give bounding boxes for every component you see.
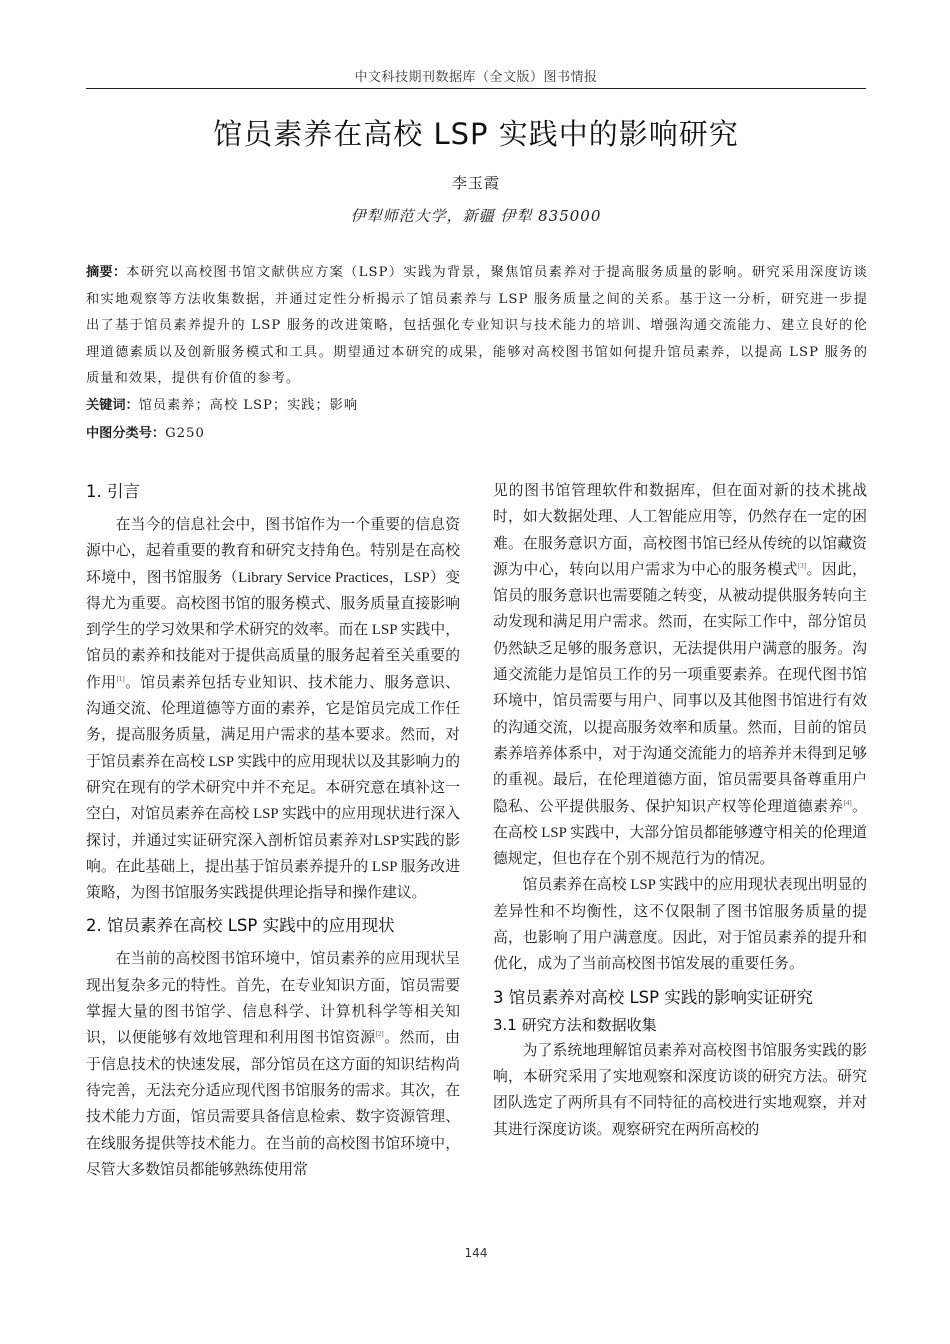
citation-4: [4] xyxy=(843,798,852,807)
section-3-heading: 3 馆员素养对高校 LSP 实践的影响实证研究 xyxy=(493,987,813,1007)
citation-1: [1] xyxy=(116,674,125,683)
section-3-1-heading: 3.1 研究方法和数据收集 xyxy=(493,1015,657,1034)
classification xyxy=(86,422,868,441)
s2-cont-text: 见的图书馆管理软件和数据库，但在面对新的技术挑战时，如大数据处理、人工智能应用等，仍然存在一定的困难。在服务意识方面，高校图书馆已经从传统的以馆藏资源为中心，转向以用户需求为中心的服务模式 xyxy=(493,483,867,578)
s1-p1-tail: 。馆员素养包括专业知识、技术能力、服务意识、沟通交流、伦理道德等方面的素养，它是馆员完成工作任务，提高服务质量，满足用户需求的基本要求。然而，对于馆员素养在高校 LSP 实践中的应用现状以及其影响力的研究在现有的学术研究中并不充足。本研究意在填补这一空白，对馆员素养在高校 LSP 实践中的应用现状进行深入探讨，并通过实证研究深入剖析馆员素养对LSP实践的影响。在此基础上，提出基于馆员素养提升的 LSP 服务改进策略，为图书馆服务实践提供理论指导和操作建议。 xyxy=(86,674,460,902)
page-number: 144 xyxy=(464,1246,488,1260)
keywords-text: 馆员素养；高校 LSP；实践；影响 xyxy=(138,398,359,413)
section-1-paragraph xyxy=(86,512,460,906)
citation-3: [3] xyxy=(797,561,807,570)
s2-cont-tail: 。在高校 LSP 实践中，大部分馆员都能够遵守相关的伦理道德规定，但也存在个别不规范行为的情况。 xyxy=(493,798,867,868)
header-rule xyxy=(86,88,866,89)
abstract-text: 本研究以高校图书馆文献供应方案（LSP）实践为背景，聚焦馆员素养对于提高服务质量的影响。研究采用深度访谈和实地观察等方法收集数据，并通过定性分析揭示了馆员素养与 LSP 服务质量之间的关系。基于这一分析，研究进一步提出了基于馆员素养提升的 LSP 服务的改进策略，包括强化专业知识与技术能力的培训、增强沟通交流能力、建立良好的伦理道德素质以及创新服务模式和工具。期望通过本研究的成果，能够对高校图书馆如何提升馆员素养，以提高 LSP 服务的质量和效果，提供有价值的参考。 xyxy=(86,265,868,386)
section-1-heading: 1. 引言 xyxy=(86,482,140,501)
running-header: 中文科技期刊数据库（全文版）图书情报 xyxy=(354,70,598,85)
keywords xyxy=(86,394,868,413)
classification-text: G250 xyxy=(165,426,205,441)
section-2-paragraph-2: 馆员素养在高校 LSP 实践中的应用现状表现出明显的差异性和不均衡性，这不仅限制了图书馆服务质量的提高，也影响了用户满意度。因此，对于馆员素养的提升和优化，成为了当前高校图书馆发展的重要任务。 xyxy=(493,877,867,973)
abstract xyxy=(86,260,868,393)
s2-p1-tail: 。然而，由于信息技术的快速发展，部分馆员在这方面的知识结构尚待完善，无法充分适应现代图书馆服务的需求。其次，在技术能力方面，馆员需要具备信息检索、数字资源管理、在线服务提供等技术能力。在当前的高校图书馆环境中，尽管大多数馆员都能够熟练使用常 xyxy=(86,1030,460,1178)
classification-label: 中图分类号： xyxy=(86,426,166,441)
author-affiliation: 伊犁师范大学，新疆 伊犁 835000 xyxy=(350,207,602,225)
left-column xyxy=(86,478,460,1183)
section-2-paragraph-continued xyxy=(493,478,867,872)
section-2-paragraph xyxy=(86,946,460,1183)
s2-p1-text: 在当前的高校图书馆环境中，馆员素养的应用现状呈现出复杂多元的特性。首先，在专业知识方面，馆员需要掌握大量的图书馆学、信息科学、计算机科学等相关知识，以便能够有效地管理和利用图书馆资源 xyxy=(86,951,460,1047)
abstract-label: 摘要： xyxy=(86,265,127,280)
author-name: 李玉霞 xyxy=(451,174,500,192)
paper-title: 馆员素养在高校 LSP 实践中的影响研究 xyxy=(213,117,739,151)
s1-p1-text: 在当今的信息社会中，图书馆作为一个重要的信息资源中心，起着重要的教育和研究支持角色。特别是在高校环境中，图书馆服务（Library Service Practices，LSP）变得尤为重要。高校图书馆的服务模式、服务质量直接影响到学生的学习效果和学术研究的效率。而在 LSP 实践中，馆员的素养和技能对于提供高质量的服务起着至关重要的作用 xyxy=(86,517,460,691)
s2-cont-mid: 。因此，馆员的服务意识也需要随之转变，从被动提供服务转向主动发现和满足用户需求。然而，在实际工作中，部分馆员仍然缺乏足够的服务意识，无法提供用户满意的服务。沟通交流能力是馆员工作的另一项重要素养。在现代图书馆环境中，馆员需要与用户、同事以及其他图书馆进行有效的沟通交流，以提高服务效率和质量。然而，目前的馆员素养培养体系中，对于沟通交流能力的培养并未得到足够的重视。最后，在伦理道德方面，馆员需要具备尊重用户隐私、公平提供服务、保护知识产权等伦理道德素养 xyxy=(493,561,867,815)
section-2-heading: 2. 馆员素养在高校 LSP 实践中的应用现状 xyxy=(86,916,395,936)
citation-2: [2] xyxy=(375,1030,384,1039)
keywords-label: 关键词： xyxy=(86,398,139,413)
section-3-1-paragraph: 为了系统地理解馆员素养对高校图书馆服务实践的影响，本研究采用了实地观察和深度访谈的研究方法。研究团队选定了两所具有不同特征的高校进行实地观察，并对其进行深度访谈。观察研究在两所高校的 xyxy=(493,1042,867,1138)
right-column xyxy=(493,478,867,1143)
